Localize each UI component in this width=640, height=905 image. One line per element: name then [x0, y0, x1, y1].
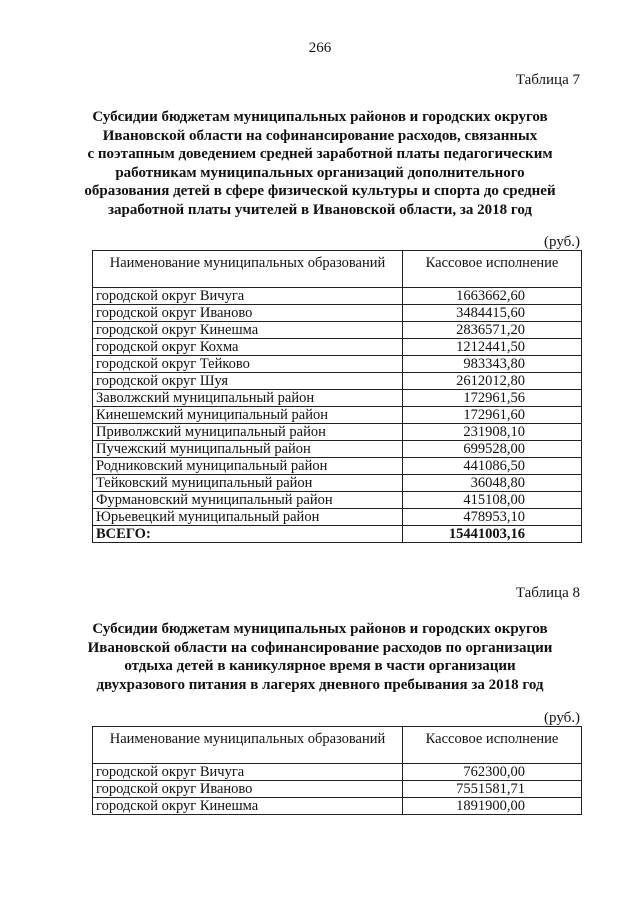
table-row: [93, 798, 582, 815]
title-line: с поэтапным доведением средней заработной платы педагогическим: [87, 146, 553, 162]
table-row: [93, 339, 582, 356]
column-header-name: Наименование муниципальных образований: [93, 251, 403, 288]
title-line: отдыха детей в каникулярное время в части организации: [124, 658, 516, 674]
table-row: [93, 458, 582, 475]
table-row: [93, 764, 582, 781]
table-row: [93, 509, 582, 526]
row-name: городской округ Кинешма: [93, 322, 403, 339]
row-value: 983343,80: [403, 356, 582, 373]
row-value: 7551581,71: [403, 781, 582, 798]
table-total-row: [93, 526, 582, 543]
row-value: 231908,10: [403, 424, 582, 441]
row-name: городской округ Вичуга: [93, 288, 403, 305]
row-value: 762300,00: [403, 764, 582, 781]
table-row: [93, 781, 582, 798]
title-line: Ивановской области на софинансирование расходов по организации: [87, 639, 553, 656]
row-value: 415108,00: [403, 492, 582, 509]
table-row: [93, 288, 582, 305]
row-value: 1212441,50: [403, 339, 582, 356]
row-name: Фурмановский муниципальный район: [93, 492, 403, 509]
row-name: Тейковский муниципальный район: [93, 475, 403, 492]
row-value: 2836571,20: [403, 322, 582, 339]
table-row: [93, 441, 582, 458]
row-value: 1891900,00: [403, 798, 582, 815]
row-value: 441086,50: [403, 458, 582, 475]
title-line: двухразового питания в лагерях дневного пребывания за 2018 год: [96, 676, 544, 693]
title-line: Субсидии бюджетам муниципальных районов и городских округов: [92, 109, 548, 125]
title-line: Ивановской области на софинансирование расходов, связанных: [102, 127, 538, 144]
title-line: Субсидии бюджетам муниципальных районов и городских округов: [92, 621, 548, 637]
row-value: 36048,80: [403, 475, 582, 492]
column-header-value: Кассовое исполнение: [403, 251, 582, 288]
row-name: Кинешемский муниципальный район: [93, 407, 403, 424]
table-header-row: [93, 251, 582, 288]
row-name: городской округ Иваново: [93, 305, 403, 322]
row-value: 3484415,60: [403, 305, 582, 322]
row-name: Пучежский муниципальный район: [93, 441, 403, 458]
row-name: Приволжский муниципальный район: [93, 424, 403, 441]
total-label: ВСЕГО:: [93, 526, 403, 543]
row-name: Заволжский муниципальный район: [93, 390, 403, 407]
table-row: [93, 492, 582, 509]
table-row: [93, 373, 582, 390]
row-name: городской округ Шуя: [93, 373, 403, 390]
table-row: [93, 407, 582, 424]
table7-unit: (руб.): [544, 234, 580, 250]
row-value: 2612012,80: [403, 373, 582, 390]
title-line: работникам муниципальных организаций дополнительного: [115, 164, 525, 181]
row-value: 478953,10: [403, 509, 582, 526]
table8-title: [60, 620, 580, 694]
table7-label: Таблица 7: [515, 72, 580, 88]
title-line: заработной платы учителей в Ивановской области, за 2018 год: [108, 201, 532, 218]
table7: [92, 250, 582, 543]
row-name: Юрьевецкий муниципальный район: [93, 509, 403, 526]
row-value: 699528,00: [403, 441, 582, 458]
page-number: 266: [308, 40, 332, 56]
row-name: городской округ Кохма: [93, 339, 403, 356]
row-name: Родниковский муниципальный район: [93, 458, 403, 475]
row-name: городской округ Иваново: [93, 781, 403, 798]
row-value: 172961,60: [403, 407, 582, 424]
row-name: городской округ Тейково: [93, 356, 403, 373]
table8-label: Таблица 8: [515, 585, 580, 601]
title-line: образования детей в сфере физической культуры и спорта до средней: [84, 183, 556, 199]
row-name: городской округ Вичуга: [93, 764, 403, 781]
total-value: 15441003,16: [403, 526, 582, 543]
table8-unit: (руб.): [544, 710, 580, 726]
row-value: 1663662,60: [403, 288, 582, 305]
column-header-value: Кассовое исполнение: [403, 727, 582, 764]
table-row: [93, 390, 582, 407]
table-row: [93, 475, 582, 492]
table-header-row: [93, 727, 582, 764]
table-row: [93, 305, 582, 322]
row-name: городской округ Кинешма: [93, 798, 403, 815]
column-header-name: Наименование муниципальных образований: [93, 727, 403, 764]
table7-title: [60, 108, 580, 219]
table-row: [93, 424, 582, 441]
table8: [92, 726, 582, 815]
row-value: 172961,56: [403, 390, 582, 407]
table-row: [93, 356, 582, 373]
table-row: [93, 322, 582, 339]
